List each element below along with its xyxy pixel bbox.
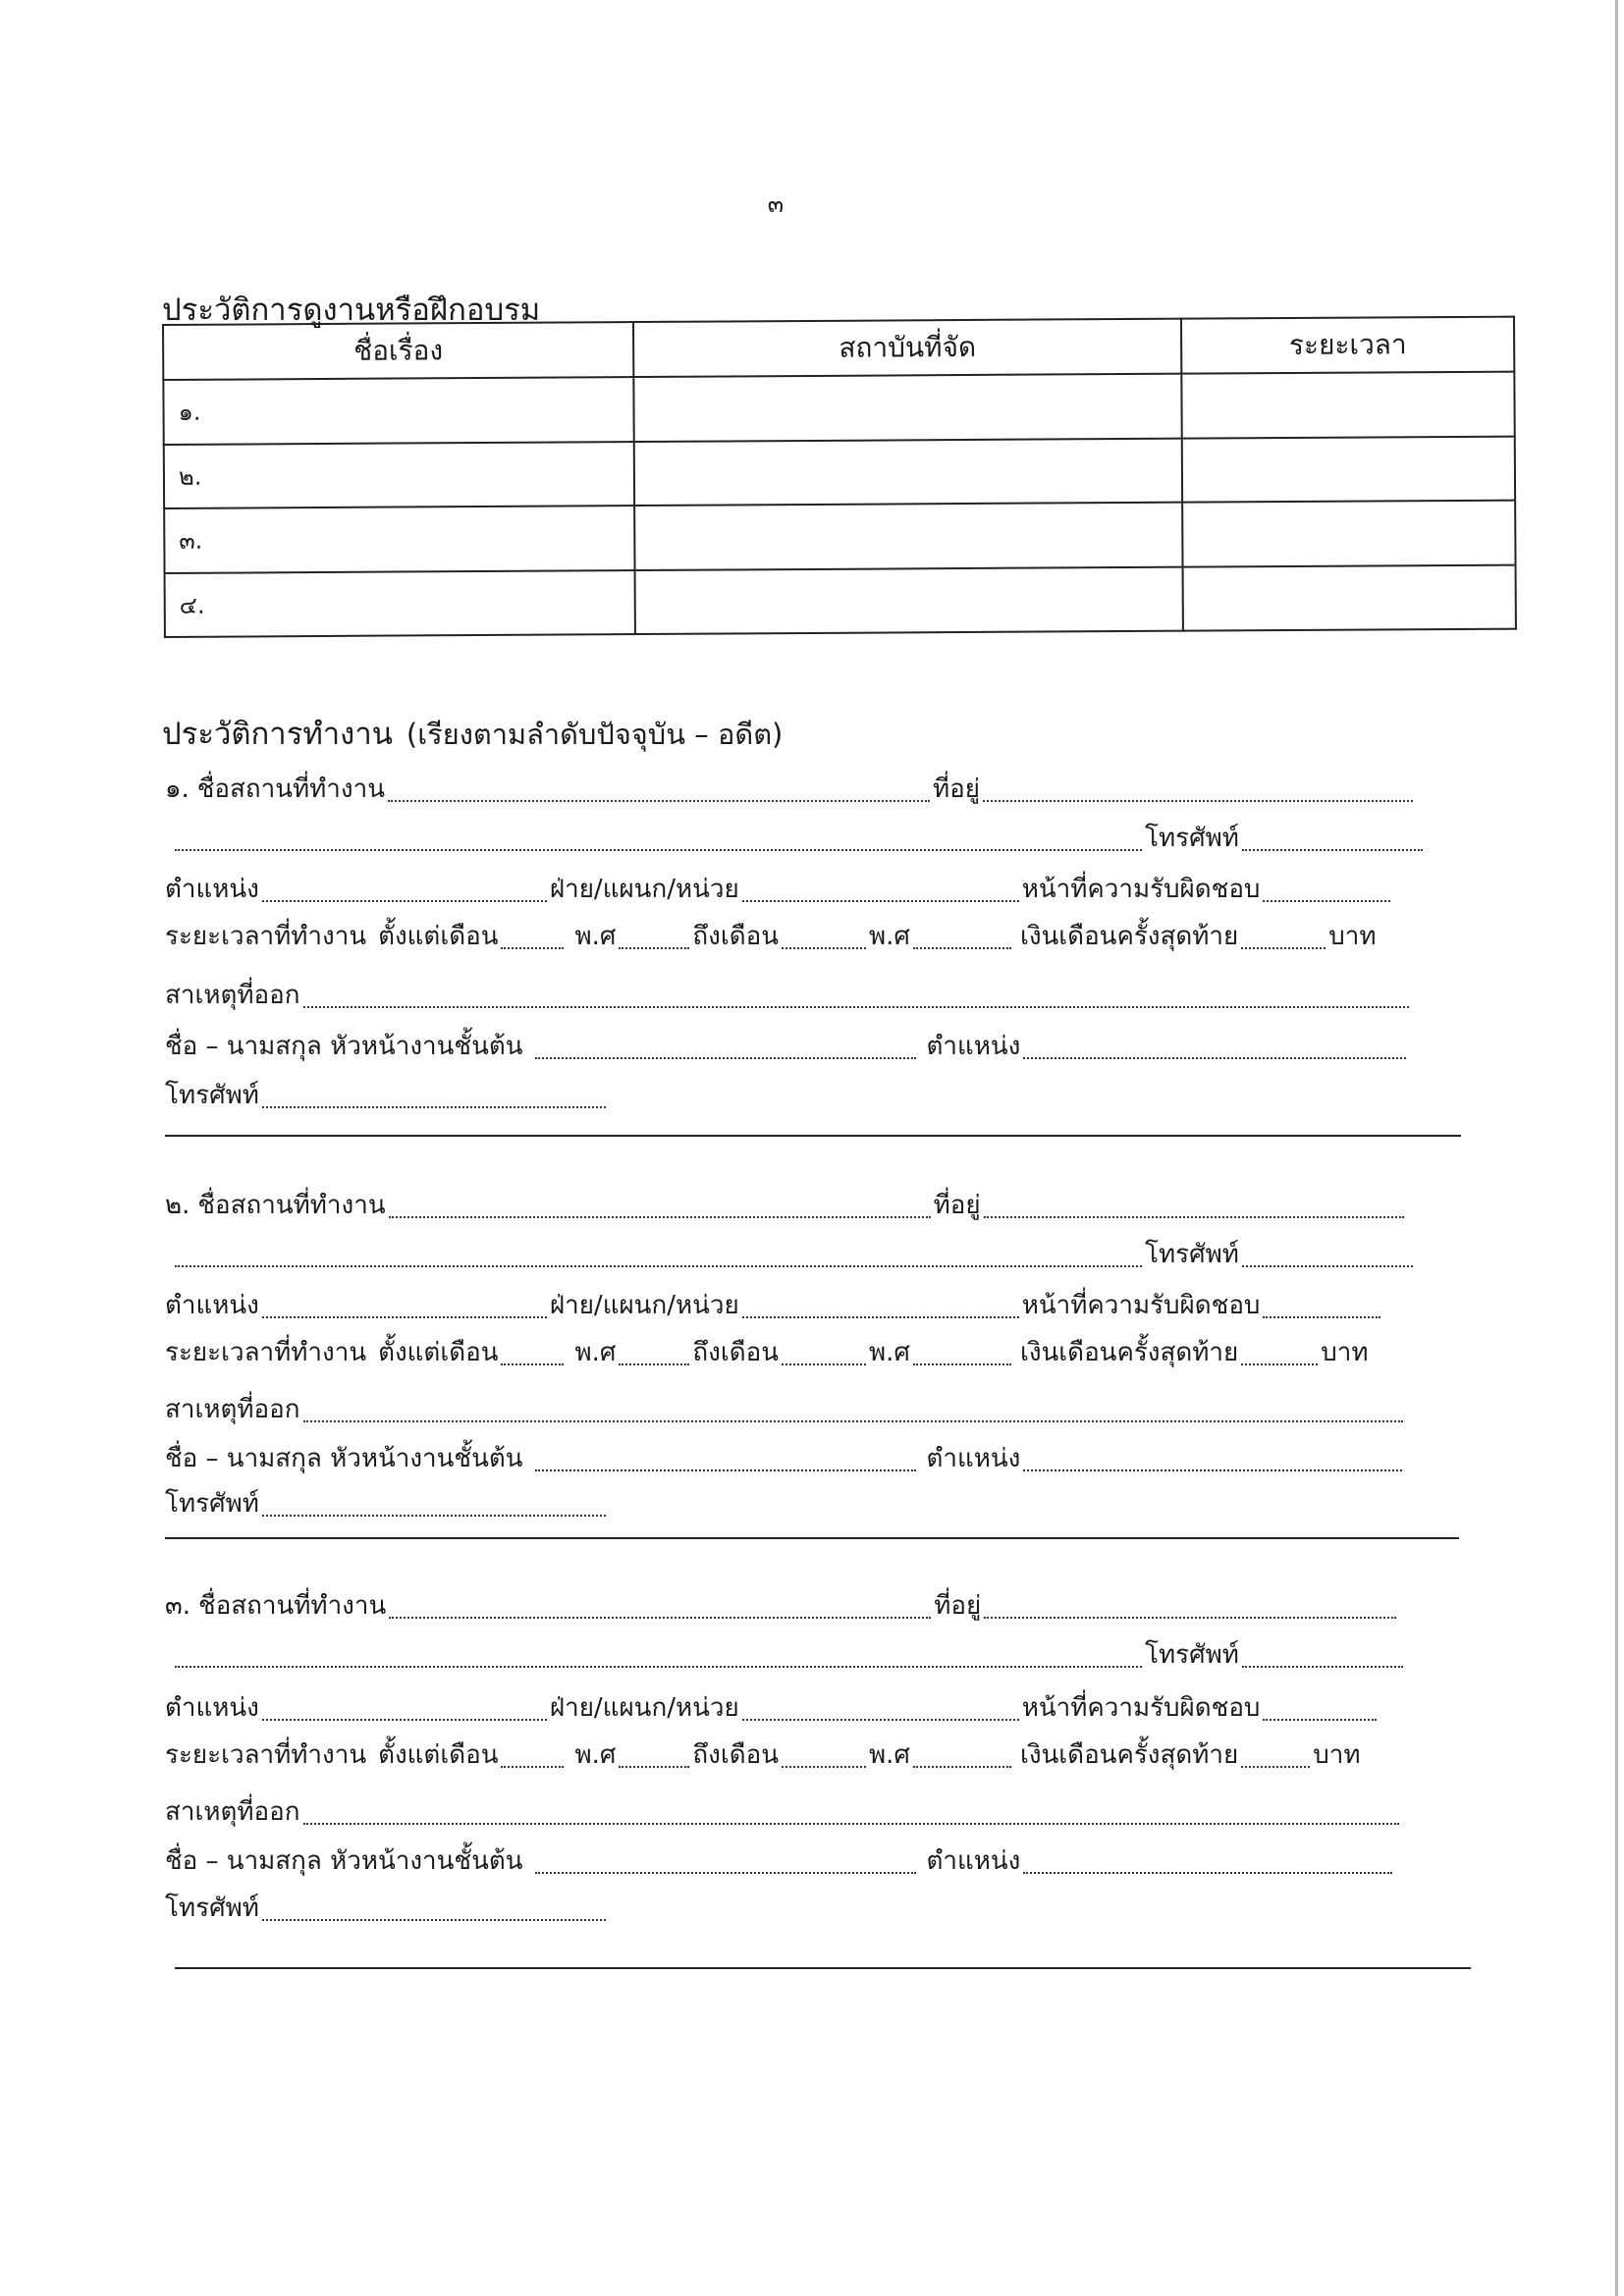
to-year-label: พ.ศ (869, 1740, 910, 1770)
address-field[interactable] (984, 1617, 1396, 1619)
row-number: ๑. (163, 377, 633, 444)
duties-label: หน้าที่ความรับผิดชอบ (1021, 1693, 1261, 1723)
to-year-label: พ.ศ (869, 1338, 910, 1367)
phone-label: โทรศัพท์ (1145, 1240, 1239, 1269)
position-label: ตำแหน่ง (165, 1693, 259, 1723)
duties-field[interactable] (1263, 1316, 1380, 1318)
position-label: ตำแหน่ง (165, 1291, 259, 1320)
header-topic: ชื่อเรื่อง (163, 322, 633, 380)
supervisor-label: ชื่อ – นามสกุล หัวหน้างานชั้นต้น (165, 1032, 523, 1061)
address-label: ที่อยู่ (934, 1591, 982, 1621)
reason-left-label: สาเหตุที่ออก (165, 1797, 300, 1827)
phone-label: โทรศัพท์ (1145, 824, 1239, 853)
reason-left-field[interactable] (303, 1823, 1399, 1825)
department-label: ฝ่าย/แผนก/หน่วย (549, 1291, 739, 1320)
to-year-field[interactable] (913, 1363, 1011, 1365)
to-month-label: ถึงเดือน (692, 1740, 780, 1770)
to-month-label: ถึงเดือน (692, 1338, 780, 1367)
supervisor-phone-label: โทรศัพท์ (165, 1081, 259, 1110)
work-title: ประวัติการทำงาน (162, 717, 393, 752)
entry-number: ๓. (165, 1591, 191, 1621)
from-year-field[interactable] (619, 947, 689, 949)
supervisor-label: ชื่อ – นามสกุล หัวหน้างานชั้นต้น (165, 1846, 523, 1876)
supervisor-position-label: ตำแหน่ง (926, 1032, 1021, 1061)
to-year-label: พ.ศ (869, 922, 910, 951)
from-month-label: ตั้งแต่เดือน (378, 922, 499, 951)
period-label: ระยะเวลาที่ทำงาน (165, 922, 367, 951)
phone-field[interactable] (1242, 849, 1423, 851)
from-month-field[interactable] (501, 1363, 564, 1365)
institution-cell[interactable] (634, 503, 1183, 570)
to-month-field[interactable] (782, 947, 866, 949)
address-continued-field[interactable] (175, 849, 1142, 851)
address-label: ที่อยู่ (933, 1191, 981, 1220)
to-year-field[interactable] (913, 1766, 1011, 1768)
last-salary-label: เงินเดือนครั้งสุดท้าย (1019, 1338, 1239, 1367)
entry-number: ๑. (165, 774, 189, 804)
address-label: ที่อยู่ (932, 774, 980, 804)
table-row (164, 501, 1515, 573)
supervisor-field[interactable] (535, 1872, 916, 1874)
reason-left-field[interactable] (303, 1006, 1409, 1008)
department-field[interactable] (742, 900, 1019, 902)
row-number: ๔. (165, 570, 635, 637)
institution-cell[interactable] (634, 438, 1183, 506)
training-table (162, 316, 1517, 638)
supervisor-label: ชื่อ – นามสกุล หัวหน้างานชั้นต้น (165, 1444, 523, 1473)
supervisor-field[interactable] (535, 1469, 916, 1471)
last-salary-field[interactable] (1241, 1363, 1318, 1365)
last-salary-label: เงินเดือนครั้งสุดท้าย (1019, 1740, 1239, 1770)
to-year-field[interactable] (913, 947, 1011, 949)
duration-cell[interactable] (1182, 372, 1515, 439)
duration-cell[interactable] (1182, 501, 1515, 567)
workplace-field[interactable] (388, 800, 930, 802)
position-field[interactable] (262, 1719, 547, 1721)
last-salary-field[interactable] (1241, 1766, 1310, 1768)
entry-divider (165, 1135, 1461, 1137)
duties-label: หน้าที่ความรับผิดชอบ (1021, 875, 1261, 904)
supervisor-phone-label: โทรศัพท์ (165, 1894, 259, 1923)
workplace-field[interactable] (389, 1216, 931, 1218)
workplace-label: ชื่อสถานที่ทำงาน (198, 1591, 387, 1621)
baht-label: บาท (1328, 922, 1377, 951)
duties-field[interactable] (1263, 900, 1390, 902)
from-year-label: พ.ศ (574, 922, 617, 951)
phone-field[interactable] (1242, 1666, 1403, 1668)
from-year-label: พ.ศ (574, 1740, 617, 1770)
supervisor-position-label: ตำแหน่ง (926, 1846, 1021, 1876)
table-row (165, 564, 1516, 637)
address-field[interactable] (984, 1216, 1404, 1218)
supervisor-phone-field[interactable] (262, 1515, 606, 1517)
table-row (164, 436, 1515, 508)
supervisor-position-label: ตำแหน่ง (926, 1444, 1021, 1473)
to-month-field[interactable] (782, 1766, 866, 1768)
baht-label: บาท (1313, 1740, 1361, 1770)
supervisor-position-field[interactable] (1023, 1057, 1406, 1059)
reason-left-label: สาเหตุที่ออก (165, 1395, 300, 1424)
duration-cell[interactable] (1182, 436, 1515, 503)
last-salary-label: เงินเดือนครั้งสุดท้าย (1019, 922, 1239, 951)
table-row (163, 372, 1514, 445)
position-field[interactable] (262, 1316, 547, 1318)
phone-field[interactable] (1242, 1265, 1413, 1267)
training-section-title: ประวัติการดูงานหรือฝึกอบรม (162, 293, 541, 328)
page-number: ๓ (767, 190, 785, 218)
workplace-label: ชื่อสถานที่ทำงาน (196, 774, 385, 804)
supervisor-phone-field[interactable] (262, 1106, 606, 1108)
from-year-label: พ.ศ (574, 1338, 617, 1367)
header-duration: ระยะเวลา (1181, 317, 1514, 374)
supervisor-position-field[interactable] (1023, 1469, 1402, 1471)
row-number: ๒. (164, 442, 634, 508)
entry-divider (165, 1537, 1459, 1539)
header-institution: สถาบันที่จัด (633, 319, 1182, 377)
from-month-field[interactable] (501, 1766, 564, 1768)
address-continued-field[interactable] (175, 1265, 1142, 1267)
entry-divider (175, 1967, 1471, 1969)
page-edge (1615, 0, 1618, 2296)
institution-cell[interactable] (633, 374, 1182, 442)
position-field[interactable] (262, 900, 547, 902)
to-month-label: ถึงเดือน (692, 922, 780, 951)
address-continued-field[interactable] (175, 1666, 1142, 1668)
supervisor-field[interactable] (535, 1057, 916, 1059)
from-month-field[interactable] (501, 947, 564, 949)
to-month-field[interactable] (782, 1363, 866, 1365)
duties-label: หน้าที่ความรับผิดชอบ (1021, 1291, 1261, 1320)
supervisor-phone-label: โทรศัพท์ (165, 1489, 259, 1519)
from-month-label: ตั้งแต่เดือน (378, 1338, 499, 1367)
department-field[interactable] (742, 1719, 1019, 1721)
duties-field[interactable] (1263, 1719, 1377, 1721)
from-month-label: ตั้งแต่เดือน (378, 1740, 499, 1770)
period-label: ระยะเวลาที่ทำงาน (165, 1740, 367, 1770)
workplace-label: ชื่อสถานที่ทำงาน (197, 1191, 386, 1220)
period-label: ระยะเวลาที่ทำงาน (165, 1338, 367, 1367)
last-salary-field[interactable] (1241, 947, 1326, 949)
position-label: ตำแหน่ง (165, 875, 259, 904)
department-field[interactable] (742, 1316, 1019, 1318)
department-label: ฝ่าย/แผนก/หน่วย (549, 875, 739, 904)
duration-cell[interactable] (1183, 564, 1516, 631)
from-year-field[interactable] (619, 1766, 689, 1768)
entry-number: ๒. (165, 1191, 190, 1220)
row-number: ๓. (164, 506, 634, 572)
work-order-note: (เรียงตามลำดับปัจจุบัน – อดีต) (406, 718, 784, 751)
baht-label: บาท (1321, 1338, 1369, 1367)
institution-cell[interactable] (634, 566, 1183, 634)
phone-label: โทรศัพท์ (1145, 1640, 1239, 1670)
reason-left-label: สาเหตุที่ออก (165, 981, 300, 1010)
department-label: ฝ่าย/แผนก/หน่วย (549, 1693, 739, 1723)
reason-left-field[interactable] (303, 1420, 1403, 1422)
work-section-title (162, 709, 783, 758)
workplace-field[interactable] (389, 1617, 931, 1619)
from-year-field[interactable] (619, 1363, 689, 1365)
supervisor-phone-field[interactable] (262, 1919, 606, 1921)
address-field[interactable] (983, 800, 1413, 802)
supervisor-position-field[interactable] (1023, 1872, 1392, 1874)
training-header-row (163, 317, 1514, 380)
